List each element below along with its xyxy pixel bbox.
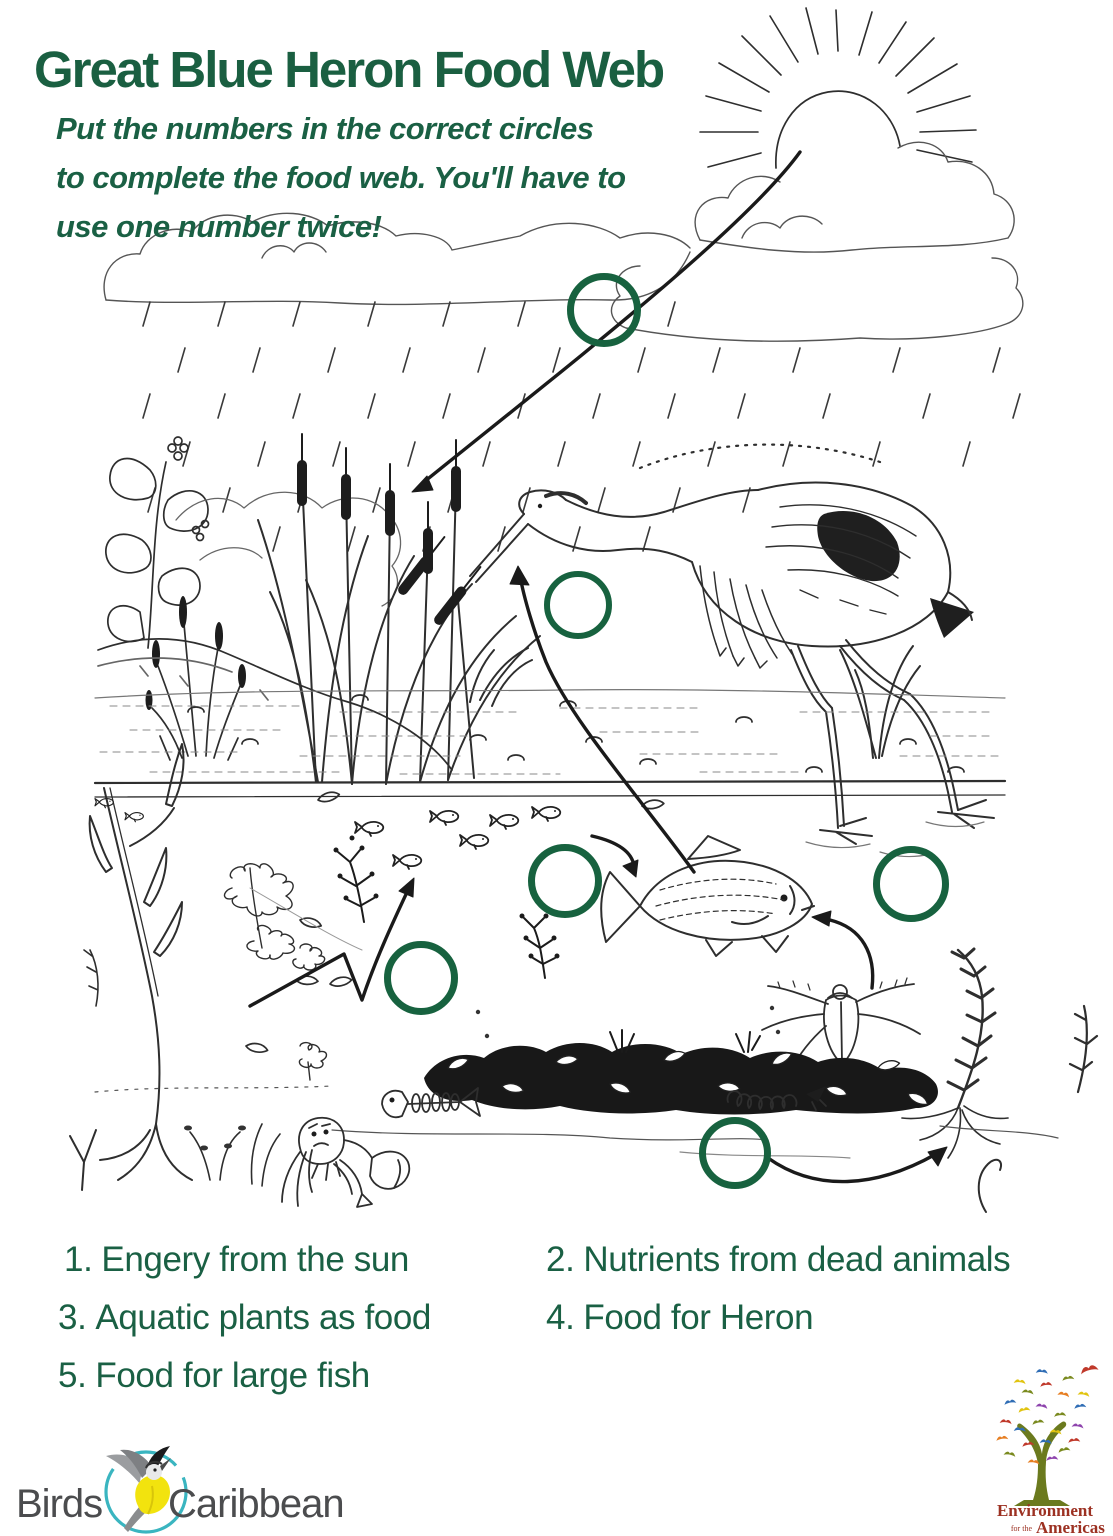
- large-fish-drawing: [601, 836, 814, 956]
- answer-option-number: 2.: [546, 1240, 575, 1279]
- answer-option-5: [58, 1356, 370, 1396]
- birdscaribbean-word-birds: Birds: [16, 1482, 103, 1526]
- answer-option-2: [546, 1240, 1010, 1280]
- environment-americas-logo: [980, 1362, 1110, 1536]
- answer-option-label: Nutrients from dead animals: [583, 1240, 1011, 1279]
- answer-circle-3[interactable]: [528, 844, 602, 918]
- answer-option-label: Aquatic plants as food: [95, 1298, 431, 1337]
- instructions-line: to complete the food web. You'll have to: [56, 160, 626, 195]
- crayfish-drawing: [184, 1118, 409, 1207]
- sun-drawing: [700, 8, 976, 168]
- answer-option-number: 5.: [58, 1356, 87, 1395]
- answer-option-label: Food for Heron: [583, 1298, 814, 1337]
- arrow-circle-to-plants: [768, 1147, 947, 1182]
- answer-option-1: [64, 1240, 409, 1280]
- answer-circle-2[interactable]: [544, 571, 612, 639]
- birdscaribbean-word-caribbean: Caribbean: [168, 1482, 344, 1526]
- sediment-drawing: [95, 1030, 1058, 1158]
- answer-option-number: 4.: [546, 1298, 575, 1337]
- answer-circle-1[interactable]: [567, 273, 641, 347]
- water-surface-drawing: [95, 690, 1005, 797]
- answer-option-label: Food for large fish: [95, 1356, 370, 1395]
- instructions-line: Put the numbers in the correct circles: [56, 111, 594, 146]
- answer-circle-6[interactable]: [699, 1117, 771, 1189]
- aquatic-plants-drawing: [225, 791, 1097, 1212]
- answer-option-number: 3.: [58, 1298, 87, 1337]
- arrow-beetle-to-largefish: [812, 911, 873, 988]
- efta-wordmark-line1: Environment: [996, 1501, 1094, 1520]
- instructions-line: use one number twice!: [56, 209, 382, 244]
- answer-option-number: 1.: [64, 1240, 93, 1279]
- efta-wordmark-prefix: for the: [1010, 1524, 1032, 1533]
- instructions: [56, 104, 626, 251]
- flying-bird-icon: [1080, 1364, 1099, 1374]
- cattails-drawing: [258, 434, 540, 784]
- answer-option-4: [546, 1298, 813, 1338]
- efta-wordmark-line2: Americas: [1036, 1518, 1105, 1536]
- bird-tree-icon: [996, 1364, 1099, 1506]
- answer-circle-4[interactable]: [873, 846, 949, 922]
- page-title: Great Blue Heron Food Web: [34, 41, 664, 98]
- answer-option-3: [58, 1298, 431, 1338]
- answer-option-label: Engery from the sun: [101, 1240, 409, 1279]
- answer-circle-5[interactable]: [384, 941, 458, 1015]
- fish-school-drawing: [95, 799, 560, 869]
- seaweed-drawing: [70, 744, 192, 1190]
